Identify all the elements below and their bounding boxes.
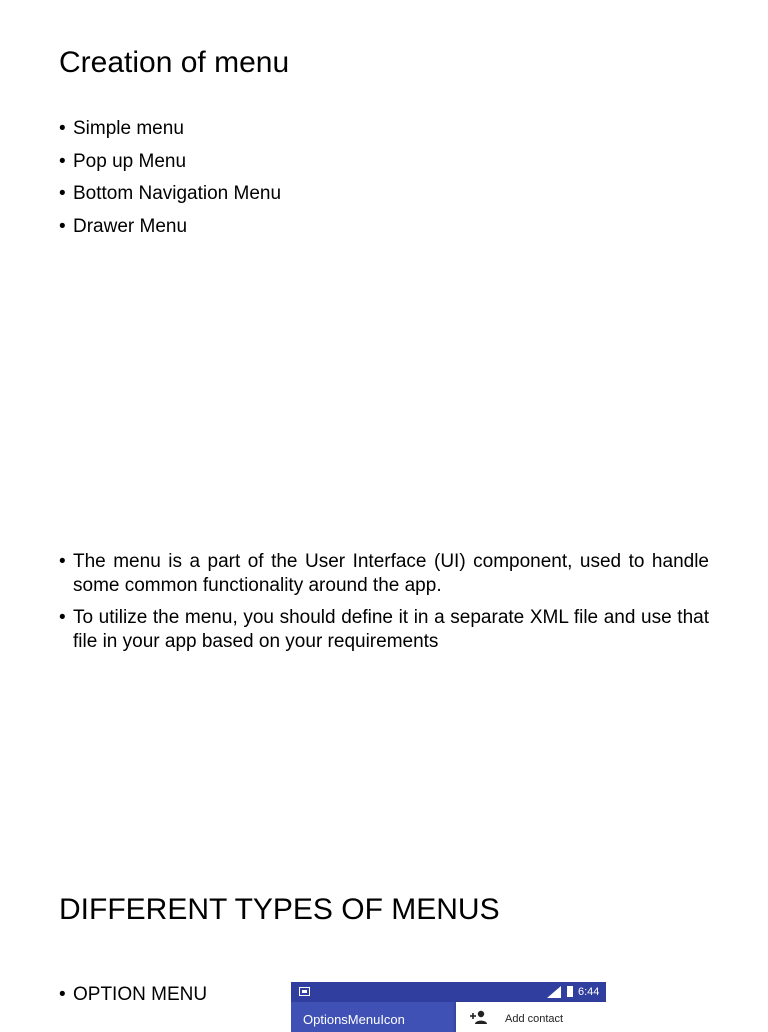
app-title: OptionsMenuIcon [303, 1012, 405, 1027]
menu-types-list [59, 983, 207, 1007]
signal-icon [547, 986, 561, 998]
option-menu-screenshot [291, 982, 606, 1032]
battery-icon [567, 986, 573, 997]
list-item: • OPTION MENU [59, 983, 207, 1007]
list-item: • To utilize the menu, you should define it in a separate XML file and use that file in your app based on your requirements [59, 606, 709, 654]
options-popup-menu [456, 1002, 606, 1032]
menu-creation-list [59, 117, 281, 247]
slide-title-different-types: DIFFERENT TYPES OF MENUS [59, 893, 500, 926]
list-item: • Drawer Menu [59, 215, 281, 239]
add-contact-icon [470, 1010, 488, 1024]
list-item: • Simple menu [59, 117, 281, 141]
status-time: 6:44 [578, 986, 600, 998]
slide-title-creation-of-menu: Creation of menu [59, 46, 290, 79]
notification-icon [299, 987, 310, 996]
list-item: • Bottom Navigation Menu [59, 182, 281, 206]
list-item: • Pop up Menu [59, 150, 281, 174]
list-item: • The menu is a part of the User Interface (UI) component, used to handle some common functionality around the app. [59, 550, 709, 598]
menu-description-list [59, 550, 709, 662]
menu-item-add-contact[interactable]: Add contact [505, 1013, 564, 1025]
status-bar [291, 982, 606, 1002]
